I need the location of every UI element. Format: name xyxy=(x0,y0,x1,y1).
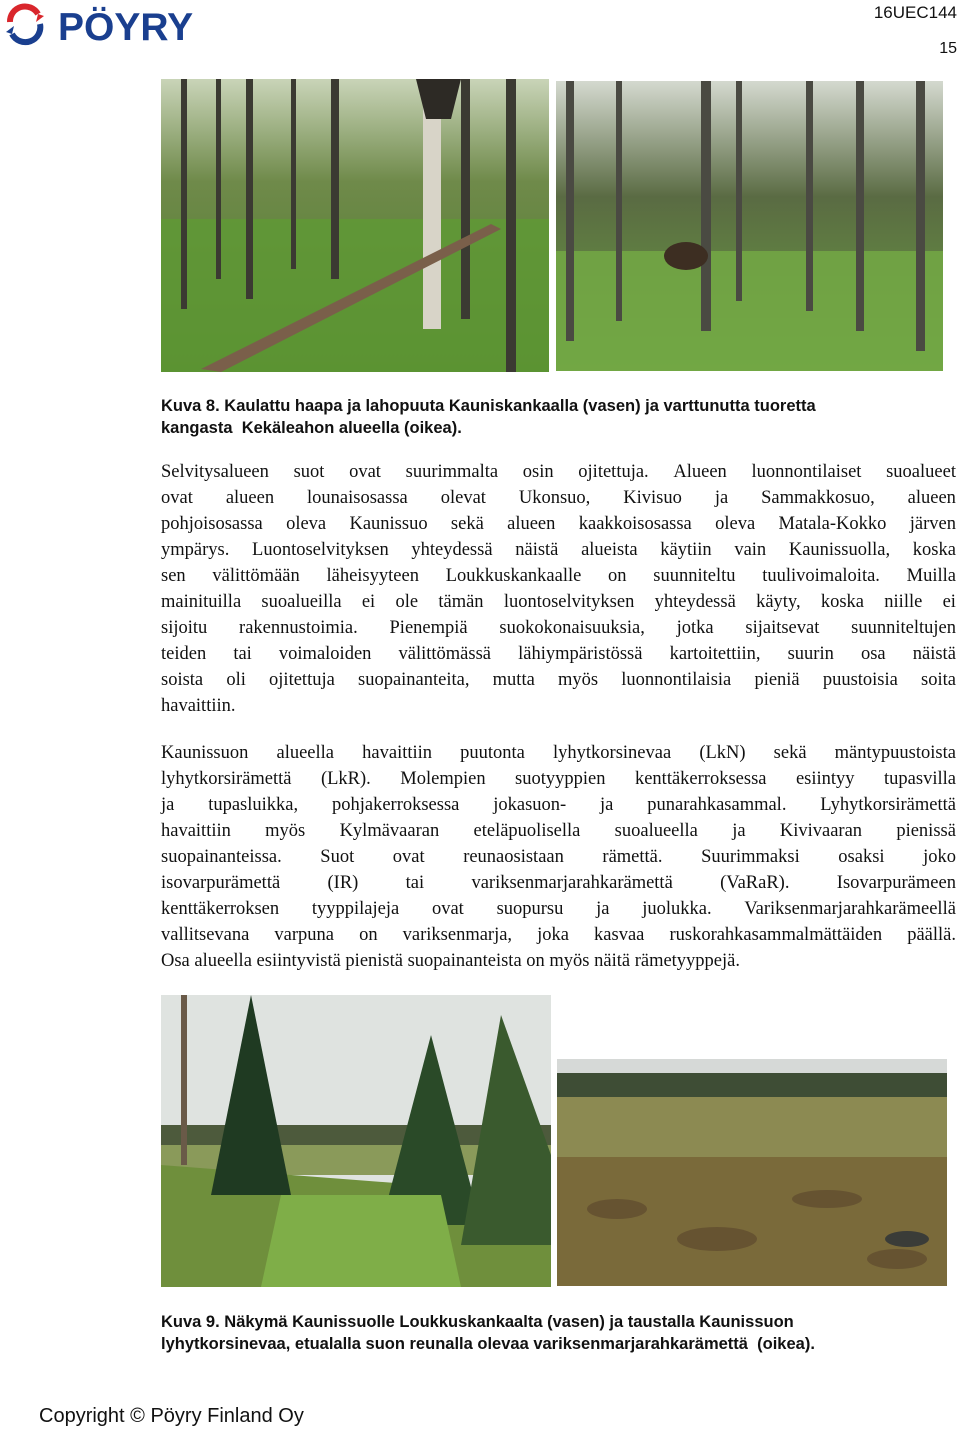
word: jokasuon- xyxy=(493,795,567,815)
open-treeless-bog-photo xyxy=(557,1059,947,1286)
word: vallitsevana xyxy=(161,925,250,945)
word: tupasluikka, xyxy=(208,795,299,815)
word: sekä xyxy=(450,514,484,534)
word: suunniteltu xyxy=(653,566,736,586)
word: Ukonsuo, xyxy=(518,488,591,508)
word: alueen xyxy=(225,488,275,508)
word: suurimmalta xyxy=(405,462,499,482)
poyry-emblem-icon xyxy=(6,6,44,42)
word: olevat xyxy=(440,488,486,508)
word: tupasvilla xyxy=(884,769,956,789)
view-over-bog-from-ridge-photo xyxy=(161,995,551,1287)
word: variksenmarjarahkarämettä xyxy=(471,873,673,893)
document-id: 16UEC144 xyxy=(873,3,957,22)
poyry-logo xyxy=(2,2,252,46)
word: ojitettuja xyxy=(269,670,335,690)
word: ruskorahkasammalmättäiden xyxy=(669,925,883,945)
word: järven xyxy=(909,514,956,534)
word: Suurimmaksi xyxy=(701,847,800,867)
text-line xyxy=(161,589,956,615)
word: pienissä xyxy=(896,821,956,841)
word: ja xyxy=(600,795,614,815)
word: ja xyxy=(596,899,610,919)
text-line xyxy=(161,818,956,844)
word: sijoitu xyxy=(161,618,208,638)
word: alueen xyxy=(507,514,556,534)
word: yhteydessä xyxy=(411,540,493,560)
word: sijaitsevat xyxy=(745,618,820,638)
word: havaittiin xyxy=(362,743,433,763)
word: Kaunissuolla, xyxy=(788,540,891,560)
word: läheisyyteen xyxy=(326,566,419,586)
word: punarahkasammal. xyxy=(647,795,787,815)
word: havaittiin xyxy=(161,821,231,841)
word: tai xyxy=(233,644,252,664)
word: puutonta xyxy=(460,743,525,763)
word: ja xyxy=(714,488,729,508)
word: eteläpuolisella xyxy=(473,821,581,841)
word: välittömässä xyxy=(398,644,491,664)
page-number: 15 xyxy=(939,40,957,57)
word: välittömään xyxy=(212,566,300,586)
body-paragraph-1 xyxy=(161,459,956,719)
word: oli xyxy=(226,670,246,690)
word: käyty, xyxy=(756,592,801,612)
word: Matala-Kokko xyxy=(778,514,887,534)
word: oleva xyxy=(715,514,756,534)
word: niille xyxy=(884,592,923,612)
word: varpuna xyxy=(274,925,335,945)
word: lounaisosassa xyxy=(307,488,408,508)
word: suot xyxy=(293,462,325,482)
text-line xyxy=(161,844,956,870)
text-line xyxy=(161,459,956,485)
word: (LkN) xyxy=(699,743,746,763)
caption-line: Kuva 9. Näkymä Kaunissuolle Loukkuskankaalta (vasen) ja taustalla Kaunissuon xyxy=(161,1313,794,1331)
text-line xyxy=(161,792,956,818)
word: kartoitettiin, xyxy=(669,644,761,664)
word: sen xyxy=(161,566,186,586)
word: Variksenmarjarahkarämeellä xyxy=(744,899,956,919)
word: ja xyxy=(161,795,175,815)
word: Isovarpurämeen xyxy=(836,873,956,893)
word: yhteydessä xyxy=(654,592,736,612)
word: mutta xyxy=(492,670,535,690)
word: ovat xyxy=(392,847,425,867)
word: tuulivoimaloita. xyxy=(762,566,880,586)
word: vain xyxy=(734,540,767,560)
text-line xyxy=(161,537,956,563)
word: mainituilla xyxy=(161,592,242,612)
word: teiden xyxy=(161,644,207,664)
text-line xyxy=(161,511,956,537)
word: suoalueella xyxy=(614,821,698,841)
word: alueen xyxy=(907,488,956,508)
word: Loukkuskankaalle xyxy=(445,566,582,586)
word: ovat xyxy=(431,899,464,919)
caption-line: lyhytkorsinevaa, etualalla suon reunalla olevaa variksenmarjarahkarämettä (oikea). xyxy=(161,1335,815,1353)
word: Kaunissuon xyxy=(161,743,249,763)
word: suopainanteita, xyxy=(358,670,470,690)
word: oleva xyxy=(286,514,327,534)
word: Molempien xyxy=(400,769,486,789)
word: Suot xyxy=(320,847,355,867)
text-line xyxy=(161,766,956,792)
word: joko xyxy=(923,847,956,867)
text-line xyxy=(161,922,956,948)
text-line xyxy=(161,641,956,667)
word: ole xyxy=(395,592,419,612)
word: Kivisuo xyxy=(623,488,682,508)
word: luontoselvityksen xyxy=(503,592,635,612)
word: tai xyxy=(405,873,425,893)
word: esiintyy xyxy=(795,769,855,789)
text-line xyxy=(161,563,956,589)
caption-line: kangasta Kekäleahon alueella (oikea). xyxy=(161,419,462,437)
word: pohjakerroksessa xyxy=(331,795,460,815)
word: soista xyxy=(161,670,204,690)
word: jotka xyxy=(676,618,714,638)
word: kenttäkerroksen xyxy=(161,899,280,919)
word: mäntypuustoista xyxy=(834,743,956,763)
word: suopursu xyxy=(496,899,564,919)
word: reunaosistaan xyxy=(463,847,564,867)
word: ovat xyxy=(161,488,193,508)
word: joka xyxy=(537,925,569,945)
word: lyhytkorsinevaa xyxy=(553,743,672,763)
word: ja xyxy=(732,821,746,841)
word: suoalueilla xyxy=(261,592,342,612)
forest-with-fallen-dead-tree-photo xyxy=(161,79,549,372)
word: kenttäkerroksessa xyxy=(634,769,767,789)
word: Pienempiä xyxy=(389,618,468,638)
word: ympärys. xyxy=(161,540,230,560)
word: Luontoselvityksen xyxy=(252,540,389,560)
word: osa xyxy=(860,644,886,664)
text-line: Osa alueella esiintyvistä pienistä suopainanteista on myös näitä rämetyyppejä. xyxy=(161,951,740,971)
word: pohjoisosassa xyxy=(161,514,263,534)
word: (IR) xyxy=(327,873,359,893)
word: ojitettuja. xyxy=(578,462,649,482)
word: suurin xyxy=(787,644,834,664)
word: puustoisia xyxy=(822,670,898,690)
word: on xyxy=(359,925,378,945)
word: juolukka. xyxy=(642,899,712,919)
word: ovat xyxy=(349,462,381,482)
word: suotyyppien xyxy=(515,769,606,789)
mature-spruce-forest-photo xyxy=(556,81,943,371)
word: luonnontilaiset xyxy=(751,462,862,482)
text-line xyxy=(161,870,956,896)
word: on xyxy=(608,566,627,586)
word: osaksi xyxy=(838,847,885,867)
text-line xyxy=(161,740,956,766)
copyright-footer: Copyright © Pöyry Finland Oy xyxy=(39,1405,304,1427)
text-line xyxy=(161,485,956,511)
word: isovarpurämettä xyxy=(161,873,281,893)
body-paragraph-2 xyxy=(161,740,956,974)
word: lähiympäristössä xyxy=(518,644,643,664)
word: käytiin xyxy=(660,540,712,560)
text-line xyxy=(161,615,956,641)
figure-9-caption xyxy=(161,1311,951,1355)
word: (VaRaR). xyxy=(720,873,790,893)
word: suoalueet xyxy=(886,462,956,482)
word: ei xyxy=(942,592,956,612)
word: suunniteltujen xyxy=(851,618,956,638)
word: rakennustoimia. xyxy=(239,618,358,638)
figure-8-caption xyxy=(161,395,951,439)
word: alueella xyxy=(276,743,335,763)
word: kaakkoisosassa xyxy=(578,514,692,534)
word: alueista xyxy=(581,540,638,560)
word: rämettä. xyxy=(602,847,663,867)
word: koska xyxy=(820,592,865,612)
word: Alueen xyxy=(673,462,727,482)
word: tämän xyxy=(438,592,484,612)
text-line xyxy=(161,896,956,922)
text-line xyxy=(161,667,956,693)
word: pieniä xyxy=(754,670,800,690)
word: päällä. xyxy=(907,925,956,945)
logo-text: PÖYRY xyxy=(58,6,194,46)
word: myös xyxy=(558,670,599,690)
word: näistä xyxy=(912,644,956,664)
caption-line: Kuva 8. Kaulattu haapa ja lahopuuta Kauniskankaalla (vasen) ja varttunutta tuoretta xyxy=(161,397,816,415)
word: Kylmävaaran xyxy=(339,821,440,841)
word: Muilla xyxy=(906,566,956,586)
word: Kaunissuo xyxy=(349,514,428,534)
word: myös xyxy=(265,821,306,841)
word: (LkR). xyxy=(320,769,371,789)
word: variksenmarja, xyxy=(402,925,513,945)
word: lyhytkorsirämettä xyxy=(161,769,292,789)
word: sekä xyxy=(773,743,807,763)
word: osin xyxy=(522,462,554,482)
word: ei xyxy=(361,592,376,612)
word: suokokonaisuuksia, xyxy=(499,618,645,638)
word: soita xyxy=(921,670,956,690)
word: voimaloiden xyxy=(278,644,372,664)
word: koska xyxy=(912,540,956,560)
word: Kivivaaran xyxy=(779,821,863,841)
word: näistä xyxy=(515,540,559,560)
text-line: havaittiin. xyxy=(161,696,236,716)
word: suopainanteissa. xyxy=(161,847,282,867)
word: kasvaa xyxy=(594,925,645,945)
word: tyyppilajeja xyxy=(311,899,400,919)
word: Sammakkosuo, xyxy=(761,488,875,508)
word: Lyhytkorsirämettä xyxy=(820,795,956,815)
word: Selvitysalueen xyxy=(161,462,269,482)
word: luonnontilaisia xyxy=(621,670,732,690)
